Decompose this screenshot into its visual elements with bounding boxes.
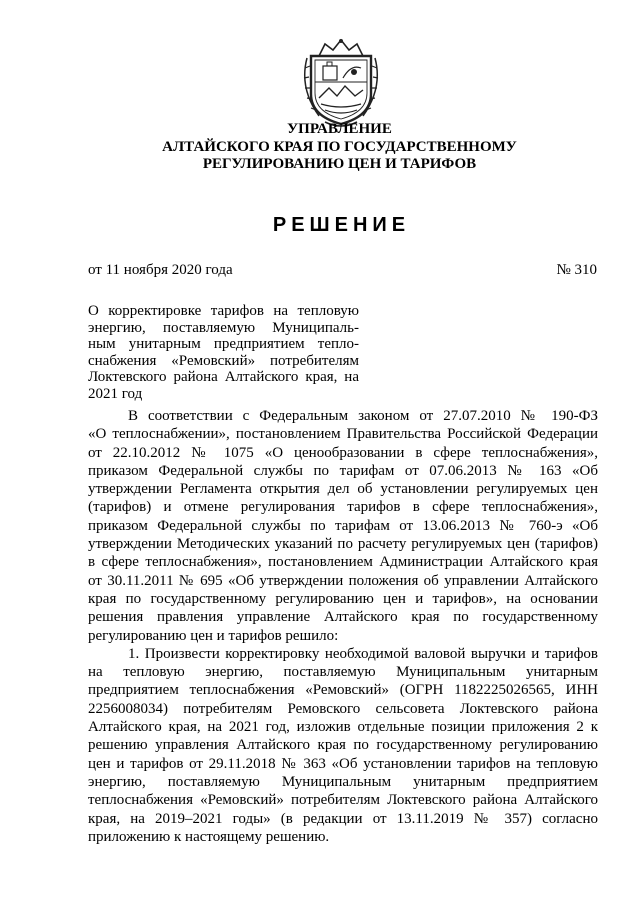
authority-line: УПРАВЛЕНИЕ bbox=[287, 121, 392, 137]
body-line: решения правления управление Алтайского края по государственному bbox=[88, 609, 598, 626]
body-line: энергию, поставляемую Муниципальным унитарным предприятием bbox=[88, 773, 598, 790]
body-line: регулированию цен и тарифов решило: bbox=[88, 627, 339, 644]
subject-line: снабжения «Ремовский» потребителям bbox=[88, 352, 359, 369]
body-line: теплоснабжения «Ремовский» потребителям Локтевского района Алтайского bbox=[88, 792, 598, 809]
body-line: Алтайского края, на 2021 год, изложив отдельные позиции приложения 2 к bbox=[88, 719, 598, 736]
document-body bbox=[88, 407, 598, 846]
body-line: на тепловую энергию, поставляемую Муниципальным унитарным bbox=[88, 664, 598, 681]
subject-line: энергию, поставляемую Муниципаль- bbox=[88, 319, 359, 336]
body-line: в сфере теплоснабжения», постановлением Администрации Алтайского края bbox=[88, 554, 598, 571]
authority-line: АЛТАЙСКОГО КРАЯ ПО ГОСУДАРСТВЕННОМУ bbox=[162, 138, 517, 155]
body-line: 2256008034) потребителям Ремовского сельсовета Локтевского района bbox=[88, 700, 598, 717]
body-line: В соответствии с Федеральным законом от 27.07.2010 № 190-ФЗ bbox=[128, 408, 598, 424]
document-type-title: РЕШЕНИЕ bbox=[272, 214, 411, 236]
document-subject bbox=[88, 303, 359, 402]
subject-line: О корректировке тарифов на тепловую bbox=[88, 303, 359, 319]
body-line: утверждении Регламента открытия дел об установлении регулируемых цен bbox=[88, 481, 598, 498]
body-line: приложению к настоящему решению. bbox=[88, 828, 330, 845]
document-number: № 310 bbox=[556, 262, 597, 278]
authority-line: РЕГУЛИРОВАНИЮ ЦЕН И ТАРИФОВ bbox=[202, 156, 477, 172]
body-line: приказом Федеральной службы по тарифам от 13.06.2013 № 760-э «Об bbox=[88, 517, 598, 534]
body-line: 1. Произвести корректировку необходимой валовой выручки и тарифов bbox=[128, 645, 598, 662]
subject-line: 2021 год bbox=[88, 385, 143, 402]
body-line: от 30.11.2011 № 695 «Об утверждении положения об управлении Алтайского bbox=[88, 572, 598, 589]
issuing-authority bbox=[0, 121, 639, 174]
document-date: от 11 ноября 2020 года bbox=[88, 262, 233, 278]
body-line: приказом Федеральной службы по тарифам от 07.06.2013 № 163 «Об bbox=[88, 462, 598, 479]
body-line: «О теплоснабжении», постановлением Правительства Российской Федерации bbox=[88, 426, 598, 443]
body-line: утверждении Методических указаний по расчету регулируемых цен (тарифов) bbox=[88, 536, 598, 553]
body-line: (тарифов) и отмене регулирования тарифов в сфере теплоснабжения», bbox=[88, 499, 598, 516]
body-line: от 22.10.2012 № 1075 «О ценообразовании в сфере теплоснабжения», bbox=[88, 444, 598, 461]
body-line: края, на 2019–2021 годы» (в редакции от 13.11.2019 № 357) согласно bbox=[88, 810, 598, 827]
body-line: цен и тарифов от 29.11.2018 № 363 «Об установлении тарифов на тепловую bbox=[88, 755, 598, 772]
body-line: края по государственному регулированию цен и тарифов», на основании bbox=[88, 590, 598, 607]
body-line: предприятием теплоснабжения «Ремовский» (ОГРН 1182225026565, ИНН bbox=[88, 682, 598, 699]
body-line: решению управления Алтайского края по государственному регулированию bbox=[88, 737, 598, 754]
subject-line: Локтевского района Алтайского края, на bbox=[88, 369, 359, 385]
altai-krai-emblem bbox=[299, 38, 383, 130]
subject-line: ным унитарным предприятием тепло- bbox=[88, 336, 359, 352]
